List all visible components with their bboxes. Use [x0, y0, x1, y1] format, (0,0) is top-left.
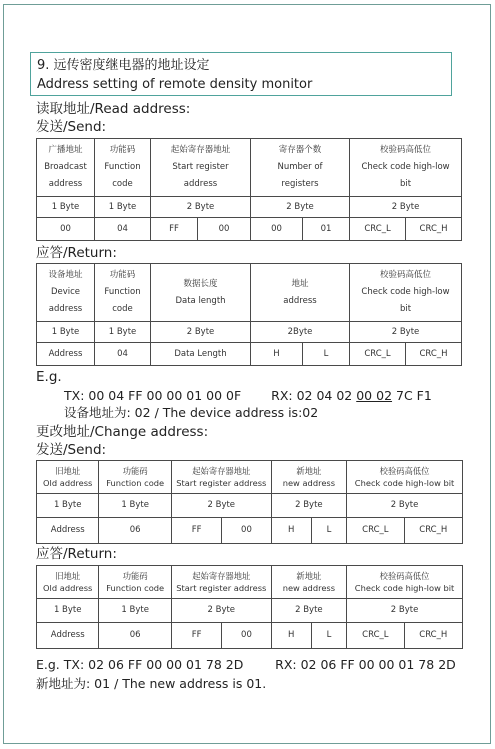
header-broadcast-address: 广播地址 Broadcast address	[37, 139, 95, 197]
size-cell: 2 Byte	[271, 599, 347, 623]
size-cell: 2 Byte	[151, 322, 251, 343]
value-cell: FF	[171, 623, 221, 649]
value-cell: L	[311, 623, 346, 649]
size-cell: 1 Byte	[37, 197, 95, 218]
size-cell: 1 Byte	[99, 494, 172, 518]
size-cell: 1 Byte	[37, 322, 95, 343]
value-cell: Address	[37, 518, 99, 544]
value-cell: CRC_H	[404, 623, 462, 649]
change-send-table	[36, 460, 463, 544]
send-label: 发送/Send:	[36, 119, 107, 135]
header-function-code: 功能码 Function code	[95, 139, 151, 197]
header-start-register: 起始寄存器地址 Start register address	[151, 139, 251, 197]
size-cell: 2 Byte	[171, 494, 271, 518]
value-cell: FF	[171, 518, 221, 544]
size-cell: 1 Byte	[37, 494, 99, 518]
example-1-rx-prefix: RX: 02 04 02	[271, 388, 357, 403]
read-send-table	[36, 138, 462, 241]
value-cell: CRC_H	[404, 518, 462, 544]
send-label: 发送/Send:	[36, 442, 107, 458]
value-cell: CRC_L	[350, 218, 406, 241]
header-address: 地址 address	[251, 264, 350, 322]
value-cell: 06	[99, 623, 172, 649]
size-cell: 2Byte	[251, 322, 350, 343]
header-check-code: 校验码高低位 Check code high-low bit	[347, 566, 463, 599]
eg-label: E.g.	[36, 369, 62, 385]
return-label: 应答/Return:	[36, 245, 117, 261]
header-check-code: 校验码高低位 Check code high-low bit	[350, 264, 462, 322]
value-cell: CRC_L	[347, 518, 404, 544]
value-cell: H	[271, 623, 311, 649]
read-address-heading: 读取地址/Read address:	[36, 101, 191, 117]
header-old-address: 旧地址 Old address	[37, 461, 99, 494]
example-2-line: E.g. TX: 02 06 FF 00 00 01 78 2D RX: 02 06 FF 00 00 01 78 2D	[36, 657, 456, 672]
header-old-address: 旧地址 Old address	[37, 566, 99, 599]
header-new-address: 新地址 new address	[271, 566, 347, 599]
value-cell: 01	[303, 218, 350, 241]
size-cell: 2 Byte	[350, 197, 462, 218]
header-number-registers: 寄存器个数 Number of registers	[251, 139, 350, 197]
size-cell: 1 Byte	[95, 197, 151, 218]
size-cell: 2 Byte	[251, 197, 350, 218]
value-cell: 06	[99, 518, 172, 544]
value-cell: 00	[37, 218, 95, 241]
value-cell: 04	[95, 218, 151, 241]
example-1-rx-underlined: 00 02	[356, 388, 393, 403]
header-new-address: 新地址 new address	[271, 461, 347, 494]
header-function-code: 功能码 Function code	[95, 264, 151, 322]
return-label: 应答/Return:	[36, 546, 117, 562]
header-start-register: 起始寄存器地址 Start register address	[171, 566, 271, 599]
value-cell: 00	[198, 218, 251, 241]
size-cell: 1 Byte	[95, 322, 151, 343]
value-cell: H	[251, 343, 303, 366]
header-data-length: 数据长度 Data length	[151, 264, 251, 322]
value-cell: FF	[151, 218, 198, 241]
change-address-heading: 更改地址/Change address:	[36, 424, 209, 440]
value-cell: 00	[222, 623, 271, 649]
size-cell: 1 Byte	[37, 599, 99, 623]
size-cell: 1 Byte	[99, 599, 172, 623]
example-1-note: 设备地址为: 02 / The device address is:02	[64, 405, 319, 420]
header-check-code: 校验码高低位 Check code high-low bit	[350, 139, 462, 197]
value-cell: H	[271, 518, 311, 544]
size-cell: 2 Byte	[171, 599, 271, 623]
value-cell: Address	[37, 623, 99, 649]
value-cell: L	[303, 343, 350, 366]
header-device-address: 设备地址 Device address	[37, 264, 95, 322]
example-2-note: 新地址为: 01 / The new address is 01.	[36, 676, 267, 691]
example-1-tx: TX: 00 04 FF 00 00 01 00 0F	[64, 388, 242, 403]
section-title-cn: 9. 远传密度继电器的地址设定	[37, 58, 210, 73]
example-1-rx-suffix: 7C F1	[392, 388, 432, 403]
value-cell: CRC_H	[406, 218, 462, 241]
header-check-code: 校验码高低位 Check code high-low bit	[347, 461, 463, 494]
header-function-code: 功能码 Function code	[99, 566, 172, 599]
header-start-register: 起始寄存器地址 Start register address	[171, 461, 271, 494]
value-cell: Data Length	[151, 343, 251, 366]
value-cell: CRC_L	[350, 343, 406, 366]
size-cell: 2 Byte	[271, 494, 347, 518]
value-cell: Address	[37, 343, 95, 366]
read-return-table	[36, 263, 462, 366]
size-cell: 2 Byte	[151, 197, 251, 218]
size-cell: 2 Byte	[347, 494, 463, 518]
value-cell: 00	[251, 218, 303, 241]
header-function-code: 功能码 Function code	[99, 461, 172, 494]
value-cell: 00	[222, 518, 271, 544]
section-title-en: Address setting of remote density monitor	[37, 77, 313, 92]
value-cell: CRC_L	[347, 623, 404, 649]
section-title-box	[30, 52, 452, 96]
value-cell: CRC_H	[406, 343, 462, 366]
value-cell: L	[311, 518, 346, 544]
size-cell: 2 Byte	[347, 599, 463, 623]
change-return-table	[36, 565, 463, 649]
value-cell: 04	[95, 343, 151, 366]
size-cell: 2 Byte	[350, 322, 462, 343]
example-1-line	[64, 388, 432, 404]
